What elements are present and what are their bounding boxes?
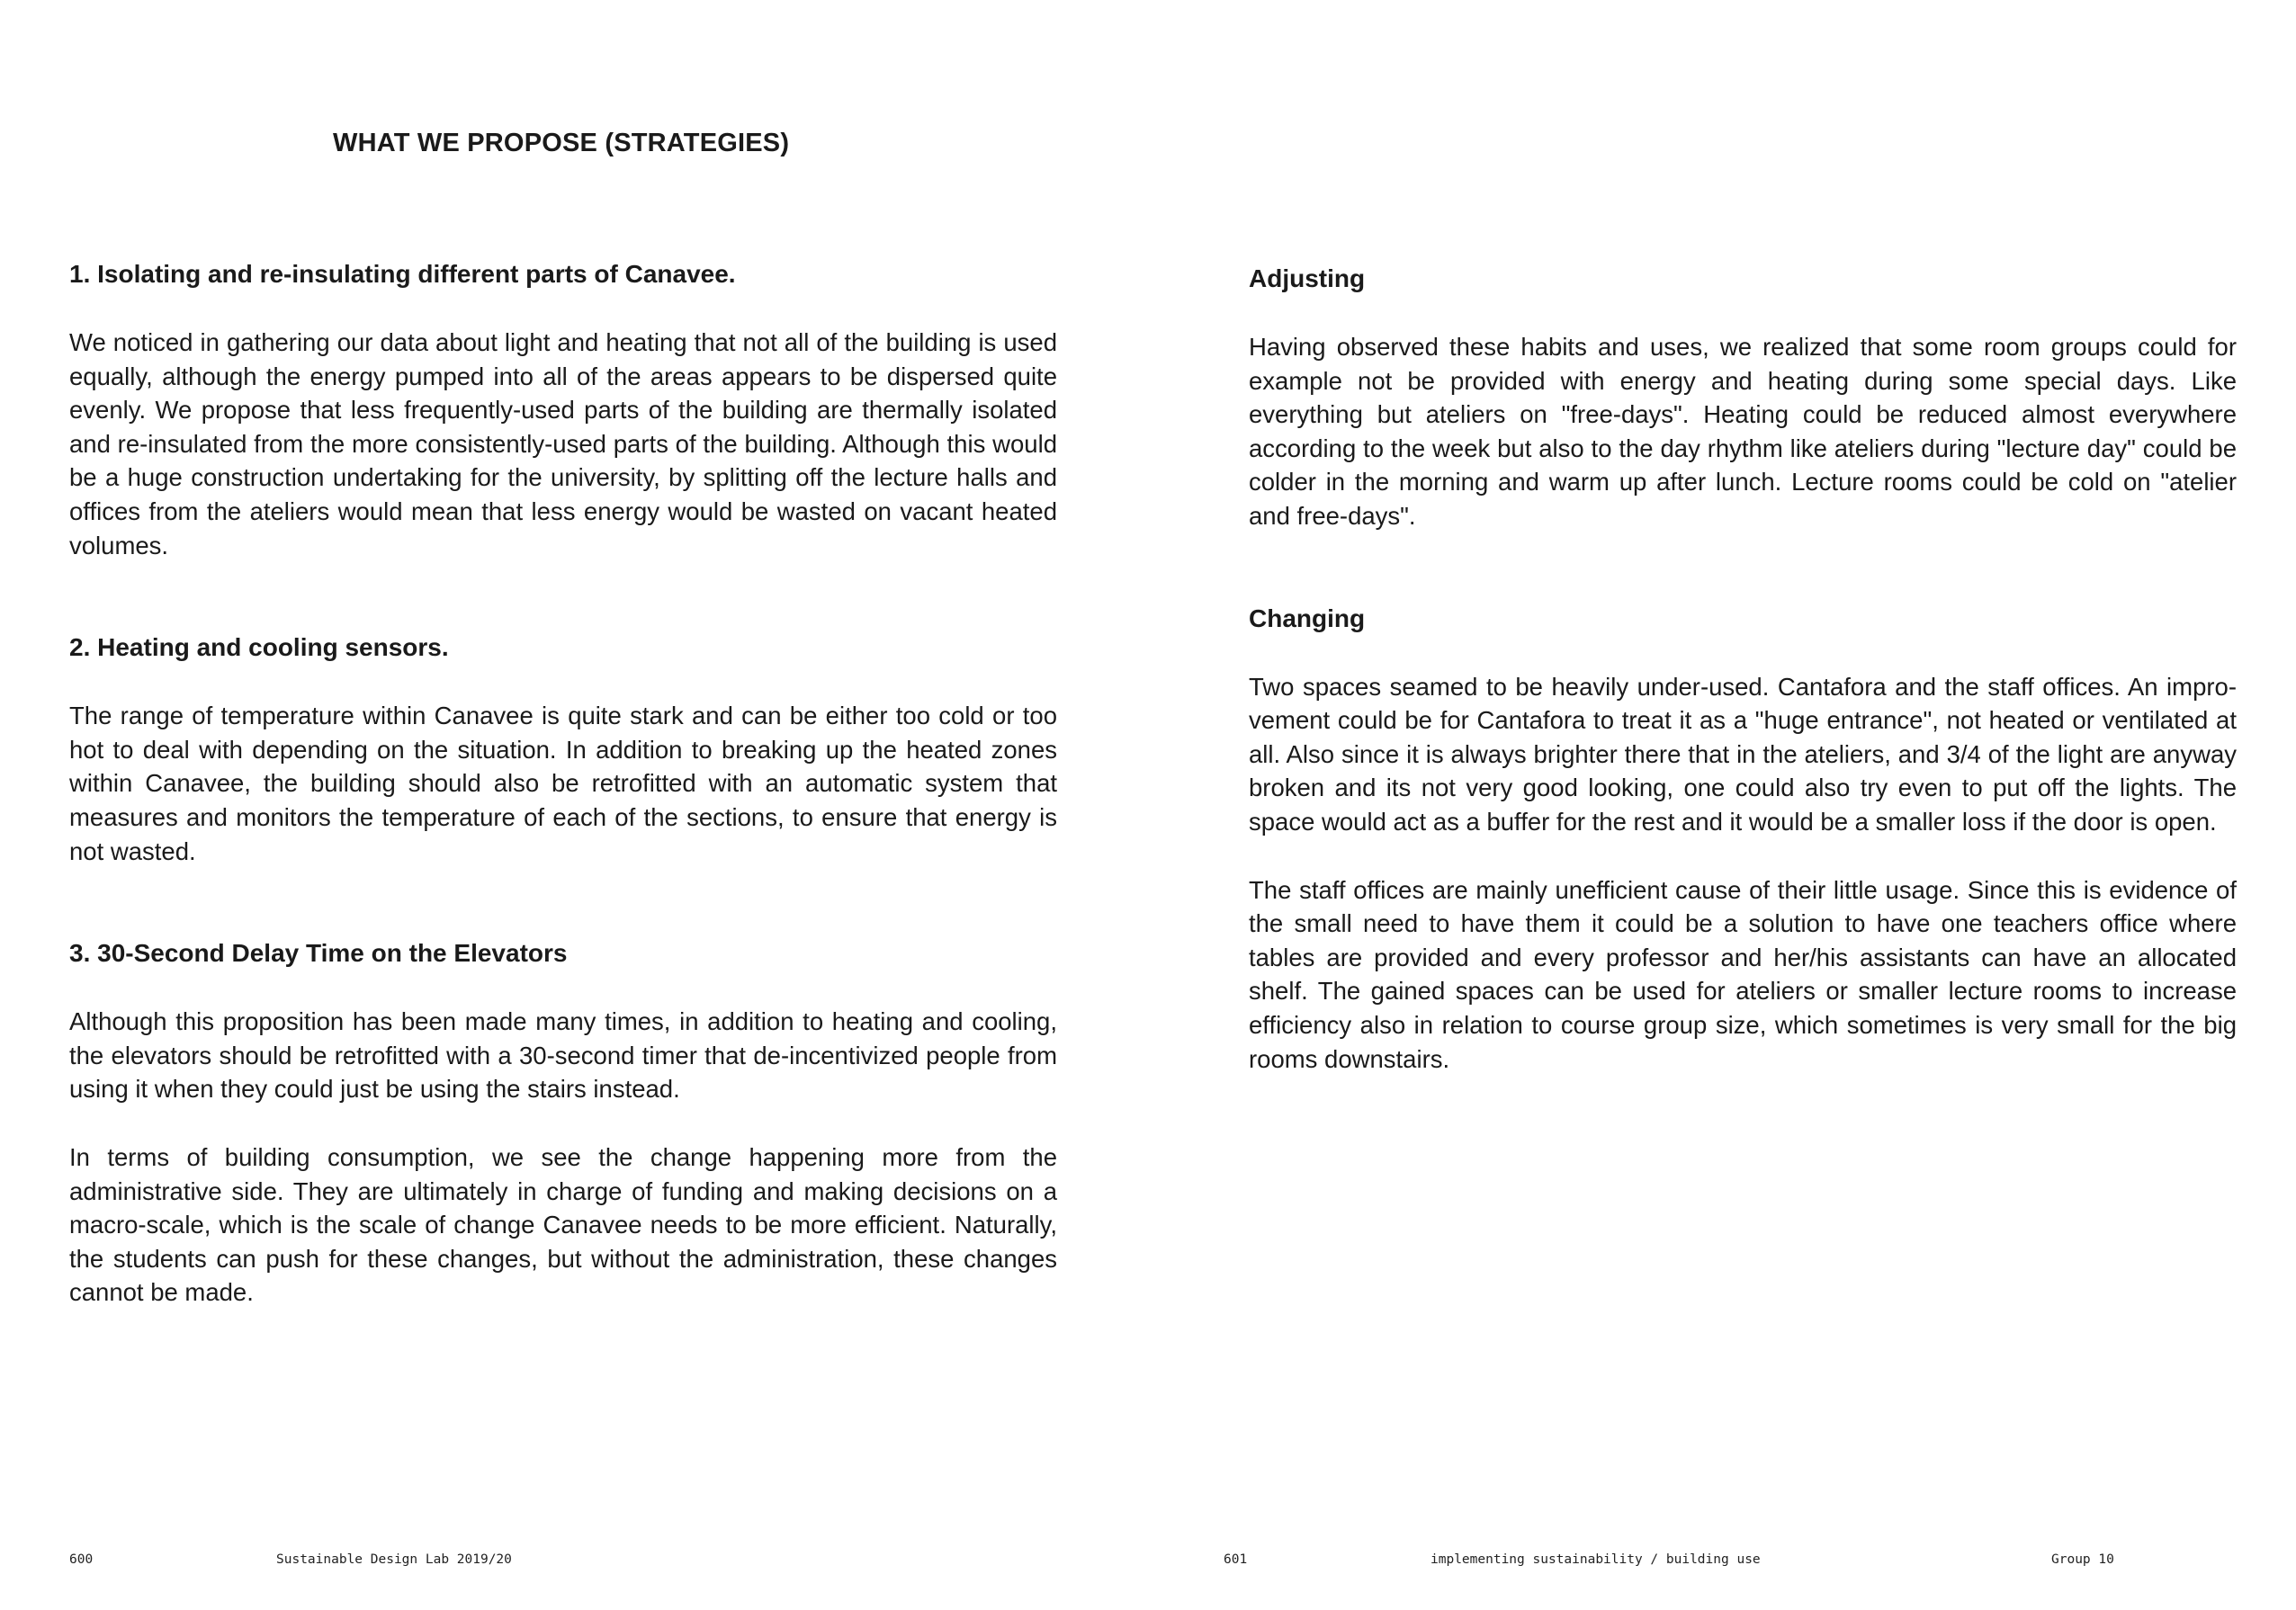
section-paragraph: The staff offices are mainly unefficient cause of their little usage. Since this is evidence of the small need to have them it could be a solution to have one teachers office where tables are provided and every professor and her/his assistants can have an allocated shelf. The gained spaces can be used for ateliers or smaller lecture rooms to increase efficiency also in relation to course group size, which sometimes is very small for the big rooms downstairs.: [1249, 875, 2237, 1073]
section-heading-adjusting: Adjusting: [1249, 264, 1366, 292]
section-heading-changing: Changing: [1249, 604, 1366, 632]
section-heading-sensors: 2. Heating and cooling sensors.: [69, 633, 449, 662]
footer-page-number: 600: [69, 1552, 94, 1567]
section-paragraph: Two spaces seamed to be heavily under-used. Cantafora and the staff offices. An improvement could be for Cantafora to treat it as a "huge entrance", not heated or ventilated at all. Also since it is always brighter there that in the ateliers, and 3/4 of the light are anyway broken and its not very good looking, one could also try even to put off the lights. The space would act as a buffer for the rest and it would be a smaller loss if the door is open.: [1249, 672, 2237, 836]
footer-publication: Sustainable Design Lab 2019/20: [276, 1552, 512, 1567]
footer-chapter: implementing sustainability / building use: [1431, 1552, 1761, 1567]
section-paragraph: In terms of building consumption, we see the change happening more from the administrative side. They are ultimately in charge of funding and making decisions on a macro-scale, which is the scale of change Canavee needs to be more efficient. Naturally, the students can push for these changes, but without the administration, these changes cannot be made.: [69, 1142, 1057, 1307]
left-column: [69, 257, 1057, 1310]
section-heading-isolating: 1. Isolating and re-insulating different parts of Canavee.: [69, 260, 736, 288]
section-paragraph: Although this proposition has been made many times, in addition to heating and cooling, the elevators should be retrofitted with a 30-second timer that de-incentivized people from using it when they could just be using the stairs instead.: [69, 1007, 1057, 1104]
right-column: [1249, 262, 2237, 1076]
right-page: [1148, 0, 2296, 1610]
section-paragraph: The range of temperature within Canavee is quite stark and can be either too cold or too hot to deal with depending on the situation. In addition to breaking up the heated zones within Canavee, the building should also be retrofitted with an automatic system that measures and monitors the temperature of each of the sections, to ensure that energy is not wasted.: [69, 702, 1057, 865]
footer-page-number: 601: [1224, 1552, 1248, 1567]
footer-group: Group 10: [2051, 1552, 2114, 1567]
section-heading-elevators: 3. 30-Second Delay Time on the Elevators: [69, 939, 568, 968]
page-title: WHAT WE PROPOSE (STRATEGIES): [333, 129, 790, 158]
section-paragraph: We noticed in gathering our data about light and heating that not all of the building is used equally, although the energy pumped into all of the areas appears to be dispersed quite evenly. We propose that less frequently-used parts of the building are thermally isolated and re-insulated from the more consistently-used parts of the building. Although this would be a huge construction undertaking for the university, by splitting off the lecture halls and offices from the ateliers would mean that less energy would be wasted on vacant heated volumes.: [69, 328, 1057, 559]
section-paragraph: Having observed these habits and uses, we realized that some room groups could for example not be provided with energy and heating during some special days. Like everything but ateliers on "free-days". Heating could be reduced almost everywhere according to the week but also to the day rhythm like ateliers during "lecture day" could be colder in the morning and warm up after lunch. Lecture rooms could be cold on "atelier and free-days".: [1249, 333, 2237, 530]
